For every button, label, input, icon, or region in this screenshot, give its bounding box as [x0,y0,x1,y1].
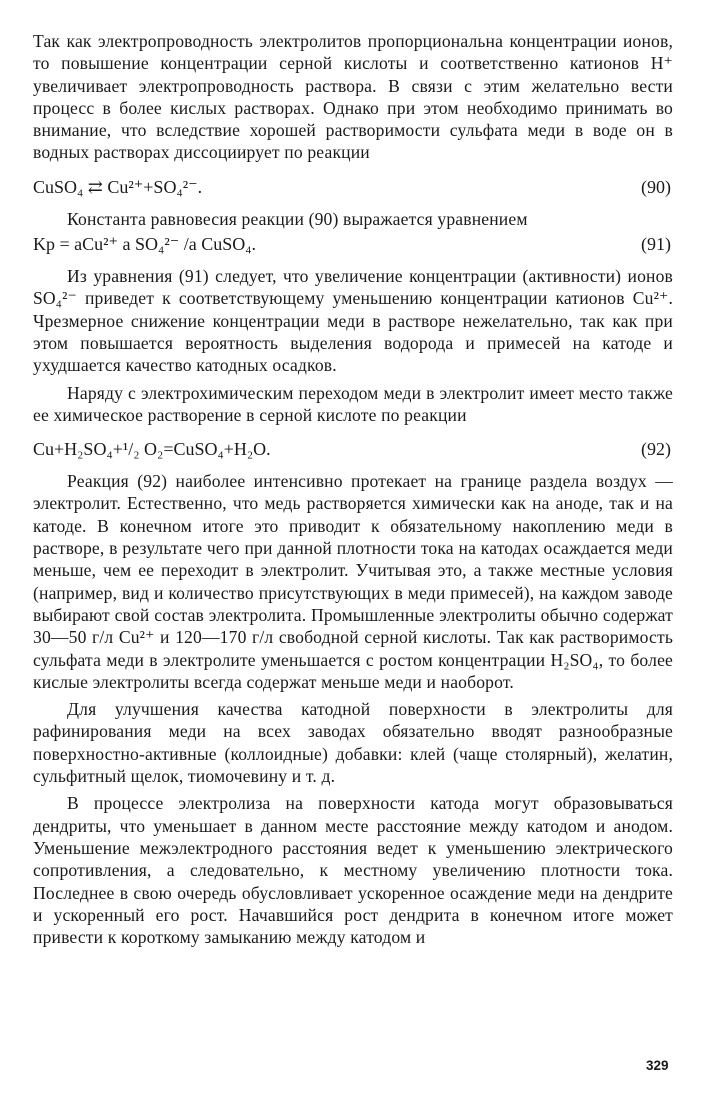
equation-91-number: (91) [641,234,671,255]
equation-92-number: (92) [641,439,671,460]
paragraph-4: Наряду с электрохимическим переходом меди в электролит имеет место также ее химическое растворение в серной кислоте по реакции [33,382,673,425]
paragraph-2: Константа равновесия реакции (90) выражается уравнением [67,208,528,229]
paragraph-5: Реакция (92) наиболее интенсивно протекает на границе раздела воздух — электролит. Естественно, что медь растворяется химически как на аноде, так и на катоде. В конечном итоге это приводит к обязательному накоплению меди в растворе, в результате чего при данной плотности тока на катодах осаждается меди меньше, чем ее переходит в электролит. Учитывая это, а также местные условия (например, вид и количество присутствующих в меди примесей), на каждом заводе выбирают свой состав электролита. Промышленные электролиты обычно содержат 30—50 г/л Cu²⁺ и 120—170 г/л свободной серной кислоты. Так как растворимость сульфата меди в электролите уменьшается с ростом концентрации H₂SO₄, то более кислые электролиты всегда содержат меньше меди и наоборот. [33,471,673,692]
equation-92-formula: Cu+H₂SO₄+¹/₂ O₂=CuSO₄+H₂O. [33,439,271,460]
equation-90 [33,175,673,199]
equation-92 [33,437,673,461]
paragraph-1: Так как электропроводность электролитов пропорциональна концентрации ионов, то повышение концентрации серной кислоты и соответственно катионов H⁺ увеличивает электропроводность раствора. В связи с этим желательно вести процесс в более кислых растворах. Однако при этом необходимо принимать во внимание, что вследствие хорошей растворимости сульфата меди в воде он в водных растворах диссоциирует по реакции [33,31,673,163]
paragraph-3: Из уравнения (91) следует, что увеличение концентрации (активности) ионов SO₄²⁻ приведет к соответствующему уменьшению концентрации катионов Cu²⁺. Чрезмерное снижение концентрации меди в растворе нежелательно, так как при этом повышается вероятность выделения водорода и примесей на катоде и ухудшается качество катодных осадков. [33,266,673,376]
paragraph-6: Для улучшения качества катодной поверхности в электролиты для рафинирования меди на всех заводах обязательно вводят разнообразные поверхностно-активные (коллоидные) добавки: клей (чаще столярный), желатин, сульфитный щелок, тиомочевину и т. д. [33,699,673,787]
document-page [33,30,673,948]
page-number: 329 [646,1058,669,1073]
equation-90-formula: CuSO₄ ⇄ Cu²⁺+SO₄²⁻. [33,176,203,197]
equation-90-number: (90) [641,176,671,197]
equation-91 [33,232,673,256]
equation-91-formula: Kр = aCu²⁺ a SO₄²⁻ /a CuSO₄. [33,234,256,255]
paragraph-7: В процессе электролиза на поверхности катода могут образовываться дендриты, что уменьшает в данном месте расстояние между катодом и анодом. Уменьшение межэлектродного расстояния ведет к уменьшению электрического сопротивления, а следовательно, к местному увеличению плотности тока. Последнее в свою очередь обусловливает ускоренное осаждение меди на дендрите и ускоренный его рост. Начавшийся рост дендрита в конечном итоге может привести к короткому замыканию между катодом и [33,793,673,948]
